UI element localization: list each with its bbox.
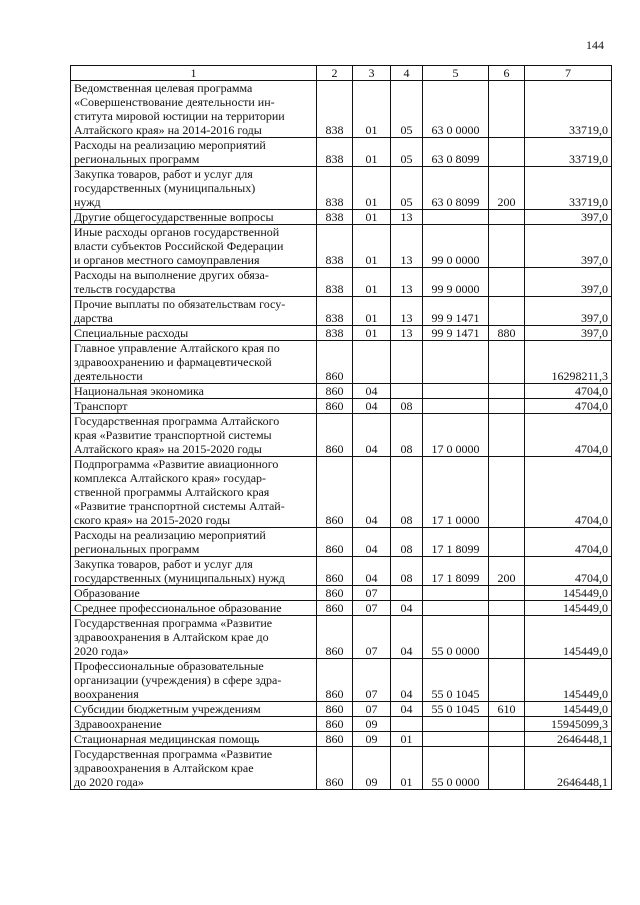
table-row [71,457,612,528]
row-code-expense-type [489,528,525,557]
row-amount: 4704,0 [525,384,612,399]
row-amount: 397,0 [525,297,612,326]
row-code-ministry: 838 [317,297,353,326]
row-code-expense-type [489,297,525,326]
row-amount: 145449,0 [525,659,612,702]
row-code-subsection: 04 [391,702,423,717]
row-code-target-article: 17 1 8099 [423,557,489,586]
row-amount: 4704,0 [525,528,612,557]
table-row [71,225,612,268]
row-code-expense-type [489,747,525,790]
row-code-subsection: 04 [391,659,423,702]
row-code-target-article: 63 0 8099 [423,167,489,210]
row-code-ministry: 860 [317,732,353,747]
row-code-subsection: 13 [391,210,423,225]
row-code-expense-type [489,81,525,138]
header-col-1: 1 [71,66,317,81]
header-col-3: 3 [353,66,391,81]
row-code-section: 01 [353,210,391,225]
row-code-section: 07 [353,601,391,616]
table-row [71,732,612,747]
row-code-subsection: 05 [391,138,423,167]
row-code-section: 04 [353,457,391,528]
row-code-subsection: 01 [391,732,423,747]
row-amount: 397,0 [525,326,612,341]
row-name: Другие общегосударственные вопросы [71,210,317,225]
row-code-target-article [423,384,489,399]
row-code-ministry: 838 [317,138,353,167]
row-code-section: 04 [353,528,391,557]
row-code-target-article: 99 9 0000 [423,268,489,297]
row-amount: 33719,0 [525,138,612,167]
row-name: Национальная экономика [71,384,317,399]
row-code-expense-type [489,399,525,414]
table-header-row [71,66,612,81]
table-row [71,717,612,732]
row-code-section: 04 [353,384,391,399]
row-amount: 2646448,1 [525,732,612,747]
row-name: Государственная программа «Развитие здравоохранения в Алтайском крае до 2020 года» [71,747,317,790]
table-row [71,210,612,225]
row-code-ministry: 860 [317,616,353,659]
row-amount: 4704,0 [525,457,612,528]
table-row [71,586,612,601]
row-name: Здравоохранение [71,717,317,732]
row-code-ministry: 838 [317,225,353,268]
table-row [71,399,612,414]
row-code-ministry: 838 [317,167,353,210]
table-row [71,297,612,326]
table-row [71,384,612,399]
row-code-subsection: 13 [391,326,423,341]
row-code-section: 01 [353,326,391,341]
row-name: Профессиональные образовательные организации (учреждения) в сфере здра- воохранения [71,659,317,702]
row-code-section: 04 [353,557,391,586]
header-col-5: 5 [423,66,489,81]
row-code-section: 04 [353,414,391,457]
row-amount: 33719,0 [525,167,612,210]
row-code-ministry: 860 [317,528,353,557]
row-code-target-article: 63 0 0000 [423,81,489,138]
row-amount: 4704,0 [525,399,612,414]
row-code-subsection: 08 [391,457,423,528]
row-code-target-article: 55 0 1045 [423,702,489,717]
row-code-ministry: 860 [317,601,353,616]
row-name: Расходы на выполнение других обяза- тельств государства [71,268,317,297]
row-amount: 397,0 [525,210,612,225]
row-name: Ведомственная целевая программа «Совершенствование деятельности ин- ститута мировой юстиции на территории Алтайского края» на 2014-2016 годы [71,81,317,138]
row-code-target-article: 55 0 0000 [423,616,489,659]
row-code-target-article [423,399,489,414]
table-row [71,341,612,384]
row-code-expense-type [489,268,525,297]
row-code-section: 09 [353,717,391,732]
row-code-section: 01 [353,138,391,167]
row-amount: 397,0 [525,225,612,268]
row-code-target-article [423,601,489,616]
row-name: Стационарная медицинская помощь [71,732,317,747]
row-code-subsection: 08 [391,399,423,414]
row-name: Закупка товаров, работ и услуг для государственных (муниципальных) нужд [71,167,317,210]
row-code-section [353,341,391,384]
row-code-subsection: 05 [391,167,423,210]
table-row [71,528,612,557]
row-name: Среднее профессиональное образование [71,601,317,616]
row-name: Специальные расходы [71,326,317,341]
row-code-target-article: 17 1 8099 [423,528,489,557]
table-row [71,326,612,341]
row-code-ministry: 860 [317,586,353,601]
row-name: Главное управление Алтайского края по здравоохранению и фармацевтической деятельности [71,341,317,384]
row-code-section: 09 [353,732,391,747]
row-code-section: 04 [353,399,391,414]
row-code-ministry: 838 [317,326,353,341]
row-code-section: 07 [353,616,391,659]
row-code-section: 07 [353,702,391,717]
row-code-section: 01 [353,268,391,297]
row-code-ministry: 838 [317,210,353,225]
row-code-expense-type: 200 [489,557,525,586]
row-name: Государственная программа Алтайского края «Развитие транспортной системы Алтайского края» на 2015-2020 годы [71,414,317,457]
table-row [71,138,612,167]
row-amount: 145449,0 [525,601,612,616]
row-code-target-article [423,341,489,384]
row-code-subsection: 05 [391,81,423,138]
row-code-section: 01 [353,167,391,210]
row-code-section: 07 [353,586,391,601]
row-amount: 16298211,3 [525,341,612,384]
row-code-target-article: 63 0 8099 [423,138,489,167]
row-code-expense-type: 200 [489,167,525,210]
row-code-target-article: 99 0 0000 [423,225,489,268]
row-amount: 145449,0 [525,702,612,717]
row-code-target-article [423,586,489,601]
table-row [71,268,612,297]
row-code-ministry: 860 [317,341,353,384]
header-col-2: 2 [317,66,353,81]
row-code-ministry: 860 [317,702,353,717]
row-name: Образование [71,586,317,601]
header-col-6: 6 [489,66,525,81]
budget-table [70,65,612,790]
row-code-subsection [391,341,423,384]
row-code-ministry: 860 [317,384,353,399]
row-code-ministry: 838 [317,268,353,297]
row-code-ministry: 838 [317,81,353,138]
row-code-subsection: 08 [391,557,423,586]
row-amount: 33719,0 [525,81,612,138]
row-code-subsection [391,384,423,399]
row-code-subsection: 08 [391,528,423,557]
row-name: Подпрограмма «Развитие авиационного комплекса Алтайского края» государ- ственной программы Алтайского края «Развитие транспортной системы Алтай- ского края» на 2015-2020 годы [71,457,317,528]
page-number: 144 [586,38,604,52]
row-amount: 145449,0 [525,616,612,659]
table-body [71,81,612,790]
row-code-expense-type [489,210,525,225]
table-row [71,414,612,457]
row-code-expense-type [489,616,525,659]
row-code-section: 09 [353,747,391,790]
row-code-expense-type: 610 [489,702,525,717]
row-code-target-article: 55 0 1045 [423,659,489,702]
row-code-subsection [391,586,423,601]
row-code-section: 07 [353,659,391,702]
row-code-target-article: 99 9 1471 [423,297,489,326]
row-code-subsection: 04 [391,601,423,616]
table-row [71,601,612,616]
row-code-expense-type [489,586,525,601]
row-code-subsection: 04 [391,616,423,659]
row-amount: 145449,0 [525,586,612,601]
row-name: Прочие выплаты по обязательствам госу- дарства [71,297,317,326]
row-amount: 4704,0 [525,414,612,457]
row-name: Иные расходы органов государственной власти субъектов Российской Федерации и органов местного самоуправления [71,225,317,268]
row-code-expense-type [489,601,525,616]
row-code-section: 01 [353,297,391,326]
table-row [71,167,612,210]
row-code-ministry: 860 [317,457,353,528]
header-col-7: 7 [525,66,612,81]
table-row [71,747,612,790]
row-code-ministry: 860 [317,747,353,790]
row-code-ministry: 860 [317,717,353,732]
row-amount: 2646448,1 [525,747,612,790]
row-name: Государственная программа «Развитие здравоохранения в Алтайском крае до 2020 года» [71,616,317,659]
row-code-section: 01 [353,81,391,138]
row-code-ministry: 860 [317,659,353,702]
row-code-ministry: 860 [317,557,353,586]
row-amount: 397,0 [525,268,612,297]
row-code-ministry: 860 [317,414,353,457]
table-row [71,616,612,659]
row-code-expense-type: 880 [489,326,525,341]
row-code-expense-type [489,732,525,747]
header-col-4: 4 [391,66,423,81]
table-row [71,81,612,138]
row-code-expense-type [489,457,525,528]
row-amount: 4704,0 [525,557,612,586]
row-code-expense-type [489,384,525,399]
row-name: Расходы на реализацию мероприятий региональных программ [71,138,317,167]
row-code-target-article: 55 0 0000 [423,747,489,790]
row-code-subsection: 01 [391,747,423,790]
row-code-section: 01 [353,225,391,268]
row-code-target-article: 17 1 0000 [423,457,489,528]
row-name: Расходы на реализацию мероприятий региональных программ [71,528,317,557]
row-code-target-article [423,732,489,747]
table-row [71,659,612,702]
row-amount: 15945099,3 [525,717,612,732]
row-code-expense-type [489,225,525,268]
row-code-subsection [391,717,423,732]
row-code-target-article: 17 0 0000 [423,414,489,457]
row-name: Транспорт [71,399,317,414]
row-name: Субсидии бюджетным учреждениям [71,702,317,717]
row-code-ministry: 860 [317,399,353,414]
row-code-expense-type [489,717,525,732]
table-row [71,702,612,717]
row-code-subsection: 13 [391,297,423,326]
row-code-expense-type [489,138,525,167]
row-code-subsection: 08 [391,414,423,457]
row-code-target-article [423,210,489,225]
table-row [71,557,612,586]
row-code-expense-type [489,659,525,702]
row-code-subsection: 13 [391,225,423,268]
row-code-subsection: 13 [391,268,423,297]
row-code-target-article: 99 9 1471 [423,326,489,341]
row-code-expense-type [489,341,525,384]
row-code-expense-type [489,414,525,457]
row-name: Закупка товаров, работ и услуг для государственных (муниципальных) нужд [71,557,317,586]
row-code-target-article [423,717,489,732]
